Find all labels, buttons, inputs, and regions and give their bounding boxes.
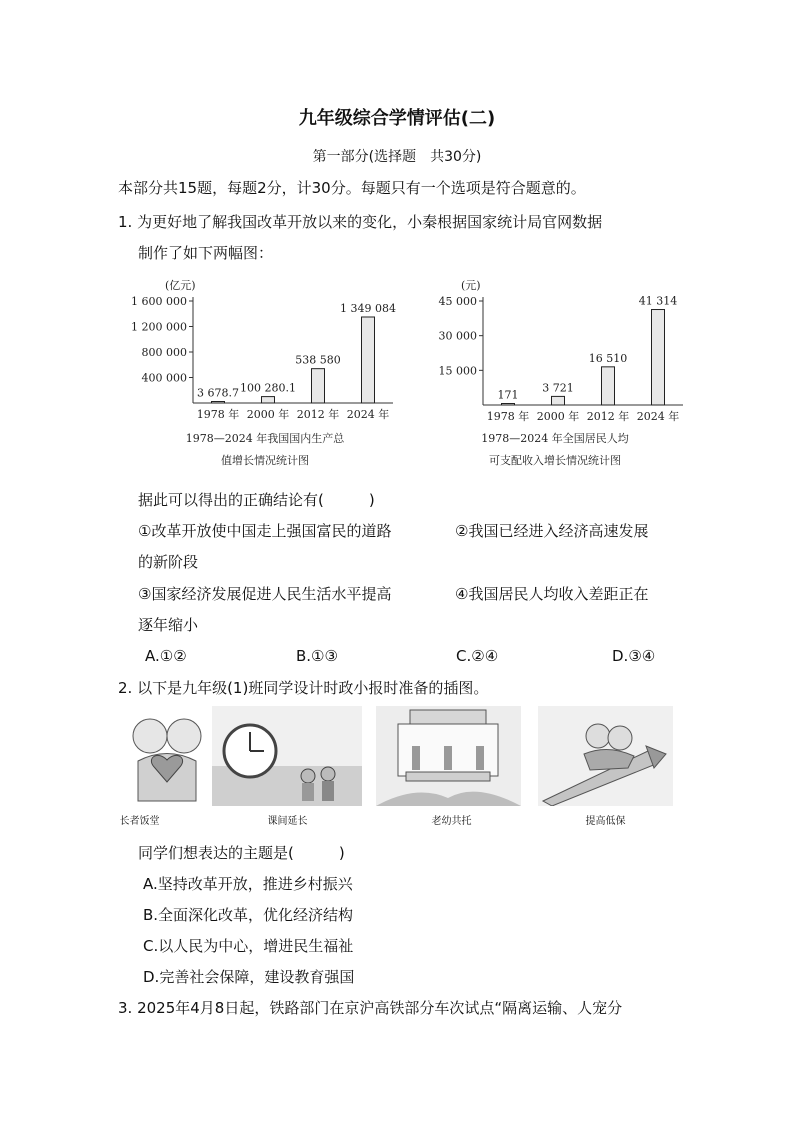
income-chart-caption: [440, 428, 670, 472]
gdp-value-label: 3 678.7: [197, 386, 239, 400]
q2-option-a[interactable]: A.坚持改革开放，推进乡村振兴: [143, 875, 353, 893]
picture-caption-3: 老幼共托: [431, 816, 472, 827]
q1-line2: 制作了如下两幅图：: [138, 244, 274, 262]
income-category-label: 2012 年: [586, 410, 630, 423]
gdp-category-label: 2000 年: [246, 408, 290, 421]
income-category-label: 1978 年: [486, 410, 530, 423]
q3-line1: 3. 2025年4月8日起，铁路部门在京沪高铁部分车次试点“隔离运输、人宠分: [118, 999, 623, 1017]
q1-statement-3: ③国家经济发展促进人民生活水平提高: [138, 585, 392, 603]
gdp-bar: [312, 369, 325, 403]
income-bar: [652, 310, 665, 405]
gdp-chart-svg: [115, 275, 395, 425]
gdp-ytick-label: 1 200 000: [131, 320, 187, 334]
gdp-ytick-label: 800 000: [141, 346, 187, 359]
q1-statement-4: ④我国居民人均收入差距正在: [455, 585, 649, 603]
income-ytick-label: 45 000: [438, 295, 477, 308]
income-unit-label: (元): [461, 279, 481, 292]
q1-option-c[interactable]: C.②④: [456, 647, 499, 665]
gdp-ytick-label: 400 000: [141, 371, 187, 385]
income-bar: [552, 396, 565, 405]
income-chart: [415, 275, 685, 425]
gdp-value-label: 100 280.1: [240, 381, 296, 395]
gdp-value-label: 1 349 084: [340, 301, 396, 315]
income-ytick-label: 30 000: [438, 329, 477, 343]
gdp-bar: [212, 402, 225, 404]
q1-statement-1: ①改革开放使中国走上强国富民的道路: [138, 522, 392, 540]
q2-line1: 2. 以下是九年级(1)班同学设计时政小报时准备的插图。: [118, 679, 489, 697]
q1-option-d[interactable]: D.③④: [612, 647, 656, 665]
gdp-category-label: 2012 年: [296, 408, 340, 421]
gdp-bar: [362, 317, 375, 403]
income-ytick-label: 15 000: [438, 364, 477, 378]
q2-option-c[interactable]: C.以人民为中心，增进民生福祉: [143, 937, 354, 955]
income-value-label: 3 721: [542, 381, 574, 395]
gdp-chart: [115, 275, 395, 425]
gdp-bar: [262, 397, 275, 403]
income-value-label: 41 314: [638, 294, 678, 308]
q2-option-b[interactable]: B.全面深化改革，优化经济结构: [143, 906, 354, 924]
gdp-value-label: 538 580: [295, 353, 341, 367]
elder-child-care-illustration: [376, 706, 521, 806]
income-value-label: 171: [497, 388, 519, 402]
income-category-label: 2024 年: [636, 410, 680, 423]
picture-caption-4: 提高低保: [585, 816, 626, 827]
income-caption-line1: 1978—2024 年全国居民人均: [481, 432, 629, 445]
gdp-chart-caption: [140, 428, 390, 472]
picture-caption-1: 长者饭堂: [119, 816, 160, 827]
gdp-category-label: 1978 年: [196, 408, 240, 421]
gdp-ytick-label: 1 600 000: [131, 295, 187, 308]
q1-option-b[interactable]: B.①③: [296, 647, 338, 665]
gdp-unit-label: (亿元): [165, 279, 196, 292]
income-bar: [602, 367, 615, 405]
q1-option-a[interactable]: A.①②: [145, 647, 187, 665]
q1-statement-4-cont: 逐年缩小: [138, 616, 199, 634]
intro-text: 本部分共15题，每题2分，计30分。每题只有一个选项是符合题意的。: [118, 179, 586, 197]
gdp-caption-line2: 值增长情况统计图: [221, 454, 309, 467]
gdp-caption-line1: 1978—2024 年我国国内生产总: [185, 432, 345, 445]
q2-stem: 同学们想表达的主题是( ): [138, 844, 345, 862]
gdp-category-label: 2024 年: [346, 408, 390, 421]
page-title: 九年级综合学情评估(二): [298, 108, 496, 129]
section-heading: 第一部分(选择题 共30分): [312, 149, 482, 165]
q2-option-d[interactable]: D.完善社会保障，建设教育强国: [143, 968, 355, 986]
income-chart-svg: [415, 275, 685, 425]
income-category-label: 2000 年: [536, 410, 580, 423]
picture-caption-2: 课间延长: [267, 816, 308, 827]
raise-allowance-illustration: [538, 706, 673, 806]
extended-recess-illustration: [212, 706, 362, 806]
q1-stem: 据此可以得出的正确结论有( ): [138, 491, 375, 509]
income-value-label: 16 510: [588, 351, 628, 365]
q1-statement-2: ②我国已经进入经济高速发展: [455, 522, 649, 540]
income-bar: [502, 404, 515, 406]
q1-statement-2-cont: 的新阶段: [138, 553, 199, 571]
income-caption-line2: 可支配收入增长情况统计图: [489, 454, 621, 467]
q1-line1: 1. 为更好地了解我国改革开放以来的变化，小秦根据国家统计局官网数据: [118, 213, 603, 231]
